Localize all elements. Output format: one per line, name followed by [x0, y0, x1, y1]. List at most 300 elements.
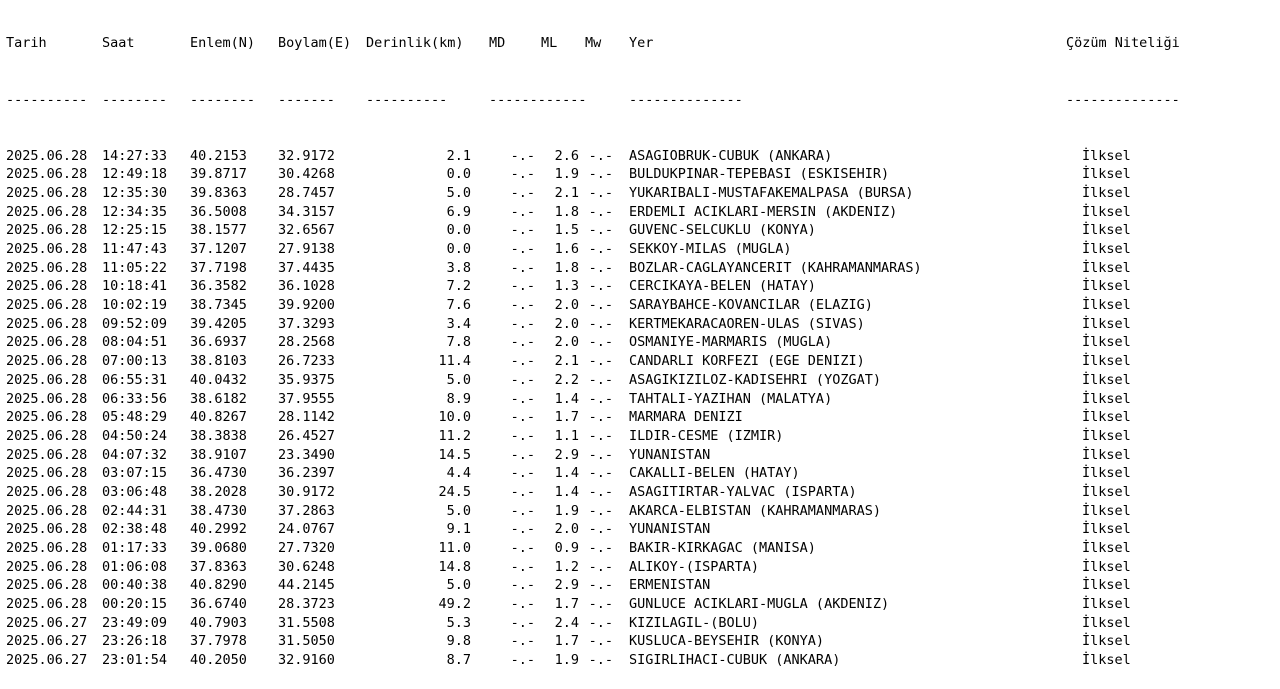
cell-depth: 5.0	[446, 371, 471, 388]
cell-time: 08:04:51	[102, 334, 168, 351]
cell-time: 11:05:22	[102, 259, 168, 276]
table-row	[6, 259, 1280, 278]
cell-md: -.-	[510, 147, 535, 164]
table-row	[6, 184, 1280, 203]
table-row	[6, 390, 1280, 409]
cell-depth: 8.9	[446, 390, 471, 407]
cell-mw: -.-	[588, 315, 613, 332]
table-row	[6, 558, 1280, 577]
cell-place: ILDIR-CESME (IZMIR)	[629, 427, 784, 444]
cell-time: 11:47:43	[102, 241, 168, 258]
cell-date: 2025.06.28	[6, 353, 88, 370]
cell-latitude: 37.7198	[190, 259, 247, 276]
cell-time: 10:18:41	[102, 278, 168, 295]
table-row	[6, 333, 1280, 352]
cell-md: -.-	[510, 465, 535, 482]
cell-latitude: 38.7345	[190, 297, 247, 314]
cell-mw: -.-	[588, 502, 613, 519]
header-latitude: Enlem(N)	[190, 35, 256, 52]
cell-date: 2025.06.27	[6, 652, 88, 669]
table-row	[6, 520, 1280, 539]
cell-longitude: 28.1142	[278, 409, 335, 426]
cell-md: -.-	[510, 278, 535, 295]
cell-latitude: 37.1207	[190, 241, 247, 258]
cell-depth: 7.2	[446, 278, 471, 295]
cell-longitude: 36.1028	[278, 278, 335, 295]
cell-date: 2025.06.28	[6, 540, 88, 557]
cell-longitude: 28.3723	[278, 596, 335, 613]
cell-date: 2025.06.28	[6, 577, 88, 594]
cell-longitude: 30.6248	[278, 558, 335, 575]
table-row	[6, 408, 1280, 427]
cell-mw: -.-	[588, 521, 613, 538]
cell-latitude: 36.4730	[190, 465, 247, 482]
cell-place: CANDARLI KORFEZI (EGE DENIZI)	[629, 353, 865, 370]
cell-place: OSMANIYE-MARMARIS (MUGLA)	[629, 334, 833, 351]
separator-quality: --------------	[1066, 91, 1180, 108]
cell-latitude: 36.6740	[190, 596, 247, 613]
cell-date: 2025.06.28	[6, 222, 88, 239]
cell-md: -.-	[510, 222, 535, 239]
cell-quality: İlksel	[1082, 241, 1131, 258]
cell-place: GUNLUCE ACIKLARI-MUGLA (AKDENIZ)	[629, 596, 890, 613]
separator-row	[6, 91, 1280, 110]
cell-md: -.-	[510, 652, 535, 669]
cell-longitude: 36.2397	[278, 465, 335, 482]
cell-depth: 11.2	[438, 427, 471, 444]
cell-ml: 2.1	[554, 353, 579, 370]
cell-mw: -.-	[588, 147, 613, 164]
cell-depth: 5.0	[446, 577, 471, 594]
cell-date: 2025.06.27	[6, 633, 88, 650]
cell-time: 12:35:30	[102, 184, 168, 201]
cell-time: 09:52:09	[102, 315, 168, 332]
cell-place: BAKIR-KIRKAGAC (MANISA)	[629, 540, 816, 557]
cell-ml: 0.9	[554, 540, 579, 557]
cell-date: 2025.06.28	[6, 203, 88, 220]
cell-ml: 2.9	[554, 577, 579, 594]
cell-depth: 5.3	[446, 614, 471, 631]
cell-depth: 7.6	[446, 297, 471, 314]
header-row	[6, 34, 1280, 53]
cell-date: 2025.06.28	[6, 502, 88, 519]
cell-place: CERCIKAYA-BELEN (HATAY)	[629, 278, 816, 295]
cell-latitude: 36.3582	[190, 278, 247, 295]
cell-latitude: 39.0680	[190, 540, 247, 557]
cell-longitude: 31.5050	[278, 633, 335, 650]
cell-time: 07:00:13	[102, 353, 168, 370]
cell-place: MARMARA DENIZI	[629, 409, 743, 426]
cell-ml: 2.0	[554, 315, 579, 332]
cell-date: 2025.06.28	[6, 241, 88, 258]
cell-mw: -.-	[588, 633, 613, 650]
cell-place: SEKKOY-MILAS (MUGLA)	[629, 241, 792, 258]
cell-mw: -.-	[588, 297, 613, 314]
cell-time: 04:50:24	[102, 427, 168, 444]
cell-md: -.-	[510, 633, 535, 650]
cell-quality: İlksel	[1082, 390, 1131, 407]
separator-place: --------------	[629, 91, 743, 108]
separator-longitude: -------	[278, 91, 335, 108]
cell-date: 2025.06.28	[6, 259, 88, 276]
cell-longitude: 28.7457	[278, 184, 335, 201]
cell-longitude: 32.9160	[278, 652, 335, 669]
cell-time: 23:01:54	[102, 652, 168, 669]
cell-longitude: 28.2568	[278, 334, 335, 351]
cell-ml: 1.7	[554, 596, 579, 613]
cell-mw: -.-	[588, 334, 613, 351]
cell-md: -.-	[510, 409, 535, 426]
cell-mw: -.-	[588, 540, 613, 557]
header-depth: Derinlik(km)	[366, 35, 464, 52]
cell-depth: 9.8	[446, 633, 471, 650]
cell-ml: 1.8	[554, 203, 579, 220]
cell-depth: 0.0	[446, 222, 471, 239]
cell-place: CAKALLI-BELEN (HATAY)	[629, 465, 800, 482]
cell-mw: -.-	[588, 558, 613, 575]
table-row	[6, 240, 1280, 259]
cell-mw: -.-	[588, 184, 613, 201]
cell-ml: 2.2	[554, 371, 579, 388]
cell-depth: 0.0	[446, 166, 471, 183]
cell-longitude: 30.9172	[278, 483, 335, 500]
cell-ml: 1.7	[554, 633, 579, 650]
cell-place: BOZLAR-CAGLAYANCERIT (KAHRAMANMARAS)	[629, 259, 922, 276]
cell-place: KUSLUCA-BEYSEHIR (KONYA)	[629, 633, 825, 650]
table-row	[6, 371, 1280, 390]
cell-place: ASAGITIRTAR-YALVAC (ISPARTA)	[629, 483, 857, 500]
header-time: Saat	[102, 35, 135, 52]
cell-latitude: 40.7903	[190, 614, 247, 631]
cell-longitude: 37.9555	[278, 390, 335, 407]
cell-date: 2025.06.28	[6, 483, 88, 500]
header-quality: Çözüm Niteliği	[1066, 35, 1180, 52]
cell-depth: 8.7	[446, 652, 471, 669]
cell-latitude: 38.8103	[190, 353, 247, 370]
cell-time: 12:34:35	[102, 203, 168, 220]
cell-place: TAHTALI-YAZIHAN (MALATYA)	[629, 390, 833, 407]
cell-md: -.-	[510, 166, 535, 183]
cell-quality: İlksel	[1082, 371, 1131, 388]
cell-longitude: 34.3157	[278, 203, 335, 220]
cell-ml: 2.4	[554, 614, 579, 631]
cell-ml: 1.2	[554, 558, 579, 575]
cell-md: -.-	[510, 371, 535, 388]
cell-md: -.-	[510, 577, 535, 594]
cell-latitude: 40.2153	[190, 147, 247, 164]
cell-ml: 1.9	[554, 652, 579, 669]
cell-ml: 2.9	[554, 446, 579, 463]
cell-time: 01:06:08	[102, 558, 168, 575]
cell-md: -.-	[510, 353, 535, 370]
cell-mw: -.-	[588, 596, 613, 613]
cell-date: 2025.06.28	[6, 166, 88, 183]
cell-quality: İlksel	[1082, 147, 1131, 164]
table-row	[6, 277, 1280, 296]
cell-mw: -.-	[588, 259, 613, 276]
table-row	[6, 464, 1280, 483]
cell-md: -.-	[510, 614, 535, 631]
cell-time: 10:02:19	[102, 297, 168, 314]
cell-longitude: 39.9200	[278, 297, 335, 314]
header-mw: Mw	[585, 35, 602, 52]
cell-mw: -.-	[588, 409, 613, 426]
cell-md: -.-	[510, 297, 535, 314]
cell-longitude: 44.2145	[278, 577, 335, 594]
cell-quality: İlksel	[1082, 353, 1131, 370]
cell-latitude: 38.9107	[190, 446, 247, 463]
cell-ml: 1.3	[554, 278, 579, 295]
cell-mw: -.-	[588, 483, 613, 500]
cell-ml: 1.6	[554, 241, 579, 258]
cell-latitude: 40.0432	[190, 371, 247, 388]
cell-date: 2025.06.28	[6, 521, 88, 538]
cell-mw: -.-	[588, 353, 613, 370]
cell-latitude: 40.2050	[190, 652, 247, 669]
cell-longitude: 37.4435	[278, 259, 335, 276]
cell-time: 02:44:31	[102, 502, 168, 519]
cell-depth: 5.0	[446, 502, 471, 519]
cell-date: 2025.06.28	[6, 465, 88, 482]
cell-date: 2025.06.28	[6, 558, 88, 575]
cell-mw: -.-	[588, 241, 613, 258]
cell-ml: 1.8	[554, 259, 579, 276]
cell-mw: -.-	[588, 203, 613, 220]
cell-quality: İlksel	[1082, 409, 1131, 426]
cell-place: KIZILAGIL-(BOLU)	[629, 614, 760, 631]
cell-date: 2025.06.28	[6, 334, 88, 351]
cell-place: AKARCA-ELBISTAN (KAHRAMANMARAS)	[629, 502, 881, 519]
cell-depth: 49.2	[438, 596, 471, 613]
cell-longitude: 26.4527	[278, 427, 335, 444]
cell-mw: -.-	[588, 371, 613, 388]
header-place: Yer	[629, 35, 654, 52]
cell-latitude: 38.6182	[190, 390, 247, 407]
cell-ml: 1.4	[554, 465, 579, 482]
cell-mw: -.-	[588, 222, 613, 239]
cell-md: -.-	[510, 390, 535, 407]
table-row	[6, 576, 1280, 595]
cell-quality: İlksel	[1082, 521, 1131, 538]
cell-depth: 4.4	[446, 465, 471, 482]
cell-quality: İlksel	[1082, 315, 1131, 332]
cell-latitude: 37.7978	[190, 633, 247, 650]
cell-ml: 2.0	[554, 521, 579, 538]
cell-depth: 14.5	[438, 446, 471, 463]
cell-date: 2025.06.28	[6, 278, 88, 295]
cell-ml: 1.7	[554, 409, 579, 426]
cell-depth: 2.1	[446, 147, 471, 164]
cell-place: ERMENISTAN	[629, 577, 711, 594]
cell-mw: -.-	[588, 278, 613, 295]
cell-time: 12:49:18	[102, 166, 168, 183]
table-row	[6, 203, 1280, 222]
cell-quality: İlksel	[1082, 427, 1131, 444]
event-rows	[6, 147, 1280, 670]
table-row	[6, 147, 1280, 166]
table-row	[6, 296, 1280, 315]
cell-longitude: 37.2863	[278, 502, 335, 519]
cell-latitude: 38.3838	[190, 427, 247, 444]
separator-time: --------	[102, 91, 168, 108]
cell-quality: İlksel	[1082, 222, 1131, 239]
cell-md: -.-	[510, 540, 535, 557]
cell-time: 05:48:29	[102, 409, 168, 426]
header-longitude: Boylam(E)	[278, 35, 352, 52]
cell-quality: İlksel	[1082, 446, 1131, 463]
cell-longitude: 24.0767	[278, 521, 335, 538]
table-row	[6, 352, 1280, 371]
table-row	[6, 539, 1280, 558]
cell-latitude: 38.1577	[190, 222, 247, 239]
cell-date: 2025.06.28	[6, 390, 88, 407]
cell-time: 01:17:33	[102, 540, 168, 557]
cell-place: GUVENC-SELCUKLU (KONYA)	[629, 222, 816, 239]
cell-quality: İlksel	[1082, 259, 1131, 276]
cell-time: 12:25:15	[102, 222, 168, 239]
cell-depth: 11.4	[438, 353, 471, 370]
cell-mw: -.-	[588, 446, 613, 463]
cell-date: 2025.06.28	[6, 147, 88, 164]
cell-md: -.-	[510, 184, 535, 201]
cell-depth: 7.8	[446, 334, 471, 351]
cell-longitude: 37.3293	[278, 315, 335, 332]
cell-depth: 9.1	[446, 521, 471, 538]
cell-mw: -.-	[588, 577, 613, 594]
cell-depth: 24.5	[438, 483, 471, 500]
cell-mw: -.-	[588, 390, 613, 407]
cell-ml: 2.0	[554, 297, 579, 314]
table-row	[6, 315, 1280, 334]
cell-depth: 5.0	[446, 184, 471, 201]
cell-time: 04:07:32	[102, 446, 168, 463]
cell-place: ERDEMLI ACIKLARI-MERSIN (AKDENIZ)	[629, 203, 898, 220]
cell-longitude: 27.9138	[278, 241, 335, 258]
cell-date: 2025.06.27	[6, 614, 88, 631]
cell-place: ASAGIKIZILOZ-KADISEHRI (YOZGAT)	[629, 371, 881, 388]
cell-md: -.-	[510, 315, 535, 332]
cell-time: 00:40:38	[102, 577, 168, 594]
cell-longitude: 35.9375	[278, 371, 335, 388]
table-row	[6, 651, 1280, 670]
cell-place: YUNANISTAN	[629, 446, 711, 463]
cell-md: -.-	[510, 427, 535, 444]
cell-ml: 1.9	[554, 166, 579, 183]
cell-latitude: 40.8267	[190, 409, 247, 426]
cell-ml: 1.9	[554, 502, 579, 519]
cell-quality: İlksel	[1082, 633, 1131, 650]
cell-quality: İlksel	[1082, 540, 1131, 557]
cell-ml: 1.5	[554, 222, 579, 239]
cell-ml: 2.1	[554, 184, 579, 201]
cell-time: 14:27:33	[102, 147, 168, 164]
cell-quality: İlksel	[1082, 577, 1131, 594]
cell-time: 02:38:48	[102, 521, 168, 538]
cell-quality: İlksel	[1082, 465, 1131, 482]
cell-date: 2025.06.28	[6, 596, 88, 613]
cell-date: 2025.06.28	[6, 315, 88, 332]
cell-date: 2025.06.28	[6, 297, 88, 314]
cell-quality: İlksel	[1082, 184, 1131, 201]
cell-quality: İlksel	[1082, 614, 1131, 631]
cell-time: 00:20:15	[102, 596, 168, 613]
cell-latitude: 38.4730	[190, 502, 247, 519]
cell-quality: İlksel	[1082, 558, 1131, 575]
table-row	[6, 446, 1280, 465]
cell-time: 23:26:18	[102, 633, 168, 650]
cell-date: 2025.06.28	[6, 371, 88, 388]
cell-date: 2025.06.28	[6, 446, 88, 463]
cell-latitude: 38.2028	[190, 483, 247, 500]
table-row	[6, 614, 1280, 633]
cell-time: 03:06:48	[102, 483, 168, 500]
cell-ml: 1.4	[554, 390, 579, 407]
header-ml: ML	[541, 35, 558, 52]
table-row	[6, 427, 1280, 446]
separator-latitude: --------	[190, 91, 256, 108]
cell-time: 03:07:15	[102, 465, 168, 482]
cell-place: ASAGIOBRUK-CUBUK (ANKARA)	[629, 147, 833, 164]
header-md: MD	[489, 35, 506, 52]
cell-place: BULDUKPINAR-TEPEBASI (ESKISEHIR)	[629, 166, 890, 183]
cell-latitude: 39.8363	[190, 184, 247, 201]
cell-md: -.-	[510, 203, 535, 220]
cell-place: ALIKOY-(ISPARTA)	[629, 558, 760, 575]
table-row	[6, 632, 1280, 651]
cell-md: -.-	[510, 259, 535, 276]
table-row	[6, 483, 1280, 502]
cell-quality: İlksel	[1082, 483, 1131, 500]
cell-mw: -.-	[588, 166, 613, 183]
cell-mw: -.-	[588, 652, 613, 669]
cell-date: 2025.06.28	[6, 409, 88, 426]
cell-mw: -.-	[588, 614, 613, 631]
cell-ml: 2.6	[554, 147, 579, 164]
cell-longitude: 32.9172	[278, 147, 335, 164]
cell-latitude: 37.8363	[190, 558, 247, 575]
cell-md: -.-	[510, 241, 535, 258]
cell-ml: 1.4	[554, 483, 579, 500]
cell-time: 06:55:31	[102, 371, 168, 388]
cell-time: 23:49:09	[102, 614, 168, 631]
cell-mw: -.-	[588, 465, 613, 482]
cell-md: -.-	[510, 446, 535, 463]
cell-md: -.-	[510, 596, 535, 613]
cell-depth: 10.0	[438, 409, 471, 426]
table-row	[6, 165, 1280, 184]
cell-latitude: 40.8290	[190, 577, 247, 594]
cell-latitude: 39.8717	[190, 166, 247, 183]
cell-md: -.-	[510, 334, 535, 351]
cell-quality: İlksel	[1082, 502, 1131, 519]
cell-place: KERTMEKARACAOREN-ULAS (SIVAS)	[629, 315, 865, 332]
cell-md: -.-	[510, 558, 535, 575]
cell-quality: İlksel	[1082, 596, 1131, 613]
cell-md: -.-	[510, 483, 535, 500]
table-row	[6, 595, 1280, 614]
separator-depth: ----------	[366, 91, 448, 108]
cell-longitude: 31.5508	[278, 614, 335, 631]
cell-md: -.-	[510, 502, 535, 519]
cell-latitude: 36.5008	[190, 203, 247, 220]
cell-depth: 14.8	[438, 558, 471, 575]
cell-ml: 2.0	[554, 334, 579, 351]
cell-longitude: 23.3490	[278, 446, 335, 463]
cell-quality: İlksel	[1082, 334, 1131, 351]
cell-latitude: 39.4205	[190, 315, 247, 332]
cell-longitude: 32.6567	[278, 222, 335, 239]
cell-quality: İlksel	[1082, 652, 1131, 669]
